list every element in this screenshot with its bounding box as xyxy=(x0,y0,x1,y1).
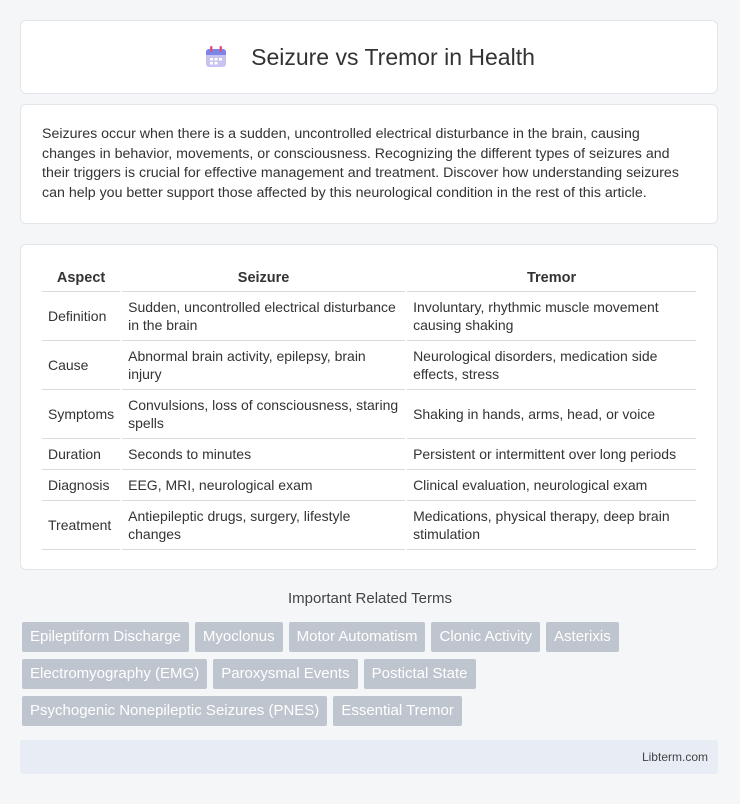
cell-seizure: Antiepileptic drugs, surgery, lifestyle changes xyxy=(122,501,405,550)
cell-tremor: Persistent or intermittent over long periods xyxy=(407,439,696,470)
page-title: Seizure vs Tremor in Health xyxy=(251,43,535,70)
footer-site-link[interactable]: Libterm.com xyxy=(641,750,708,764)
footer xyxy=(20,740,718,774)
related-terms-heading: Important Related Terms xyxy=(288,590,452,607)
intro-card xyxy=(20,104,718,224)
cell-tremor: Neurological disorders, medication side effects, stress xyxy=(407,341,696,390)
term-tag[interactable]: Epileptiform Discharge xyxy=(22,622,189,652)
cell-aspect: Symptoms xyxy=(42,390,120,439)
table-row xyxy=(42,292,696,341)
table-row xyxy=(42,439,696,470)
cell-aspect: Diagnosis xyxy=(42,470,120,501)
cell-aspect: Definition xyxy=(42,292,120,341)
comparison-table xyxy=(40,265,698,550)
cell-aspect: Cause xyxy=(42,341,120,390)
term-tag[interactable]: Paroxysmal Events xyxy=(213,659,357,689)
related-terms-list xyxy=(22,622,722,726)
term-tag[interactable]: Postictal State xyxy=(364,659,476,689)
calendar-icon xyxy=(203,44,229,70)
cell-seizure: Convulsions, loss of consciousness, staring spells xyxy=(122,390,405,439)
header-tremor: Tremor xyxy=(407,265,696,292)
table-row xyxy=(42,390,696,439)
cell-seizure: EEG, MRI, neurological exam xyxy=(122,470,405,501)
term-tag[interactable]: Electromyography (EMG) xyxy=(22,659,207,689)
header-seizure: Seizure xyxy=(122,265,405,292)
cell-aspect: Duration xyxy=(42,439,120,470)
cell-tremor: Shaking in hands, arms, head, or voice xyxy=(407,390,696,439)
cell-seizure: Abnormal brain activity, epilepsy, brain injury xyxy=(122,341,405,390)
table-row xyxy=(42,341,696,390)
title-card xyxy=(20,20,718,94)
cell-aspect: Treatment xyxy=(42,501,120,550)
term-tag[interactable]: Psychogenic Nonepileptic Seizures (PNES) xyxy=(22,696,327,726)
comparison-card xyxy=(20,244,718,570)
term-tag[interactable]: Myoclonus xyxy=(195,622,283,652)
cell-tremor: Involuntary, rhythmic muscle movement causing shaking xyxy=(407,292,696,341)
term-tag[interactable]: Clonic Activity xyxy=(431,622,540,652)
term-tag[interactable]: Motor Automatism xyxy=(289,622,426,652)
table-row xyxy=(42,470,696,501)
term-tag[interactable]: Asterixis xyxy=(546,622,619,652)
term-tag[interactable]: Essential Tremor xyxy=(333,696,462,726)
cell-seizure: Seconds to minutes xyxy=(122,439,405,470)
header-aspect: Aspect xyxy=(42,265,120,292)
table-row xyxy=(42,501,696,550)
cell-tremor: Clinical evaluation, neurological exam xyxy=(407,470,696,501)
cell-tremor: Medications, physical therapy, deep brain stimulation xyxy=(407,501,696,550)
intro-paragraph: Seizures occur when there is a sudden, uncontrolled electrical disturbance in the brain, causing changes in behavior, movements, or consciousness. Recognizing the different types of seizures and their triggers is crucial for effective management and treatment. Discover how understanding seizures can help you better support those affected by this neurological condition in the rest of this article. xyxy=(42,126,679,201)
cell-seizure: Sudden, uncontrolled electrical disturbance in the brain xyxy=(122,292,405,341)
table-header-row xyxy=(42,265,696,292)
